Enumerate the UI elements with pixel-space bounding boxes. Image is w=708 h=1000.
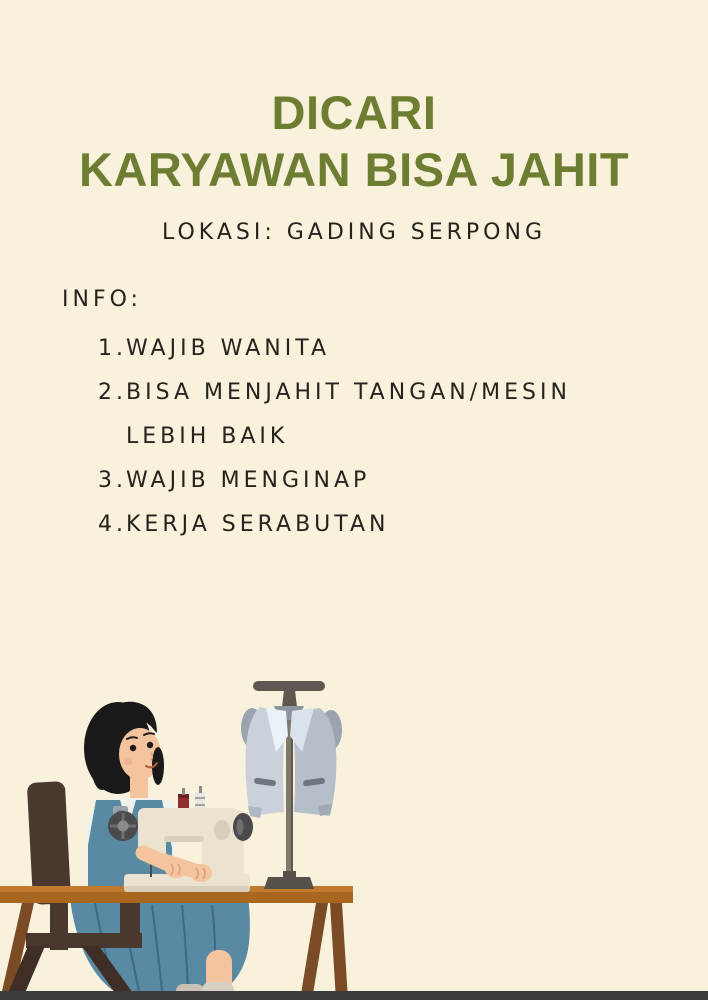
title-line-2: KARYAWAN BISA JAHIT <box>78 143 630 196</box>
info-label: INFO: <box>62 287 142 312</box>
bottom-edge-bar <box>0 991 708 1000</box>
item-number: 4. <box>98 512 127 537</box>
info-section <box>62 287 622 547</box>
item-number: 2. <box>98 380 127 405</box>
sewing-illustration <box>0 640 708 1000</box>
info-item <box>98 371 622 459</box>
chair <box>27 781 71 950</box>
info-item <box>98 503 622 547</box>
location-line: LOKASI: GADING SERPONG <box>161 220 546 245</box>
info-item <box>98 459 622 503</box>
item-number: 3. <box>98 468 127 493</box>
item-text: BISA MENJAHIT TANGAN/MESIN <box>126 380 571 405</box>
item-number: 1. <box>98 336 127 361</box>
title-line-1: DICARI <box>271 86 437 139</box>
item-text: KERJA SERABUTAN <box>126 512 390 537</box>
item-text-line2: LEBIH BAIK <box>126 424 289 449</box>
poster-title <box>0 84 708 198</box>
info-item <box>98 327 622 371</box>
info-list <box>62 327 622 547</box>
item-text: WAJIB WANITA <box>126 336 330 361</box>
item-text: WAJIB MENGINAP <box>126 468 371 493</box>
